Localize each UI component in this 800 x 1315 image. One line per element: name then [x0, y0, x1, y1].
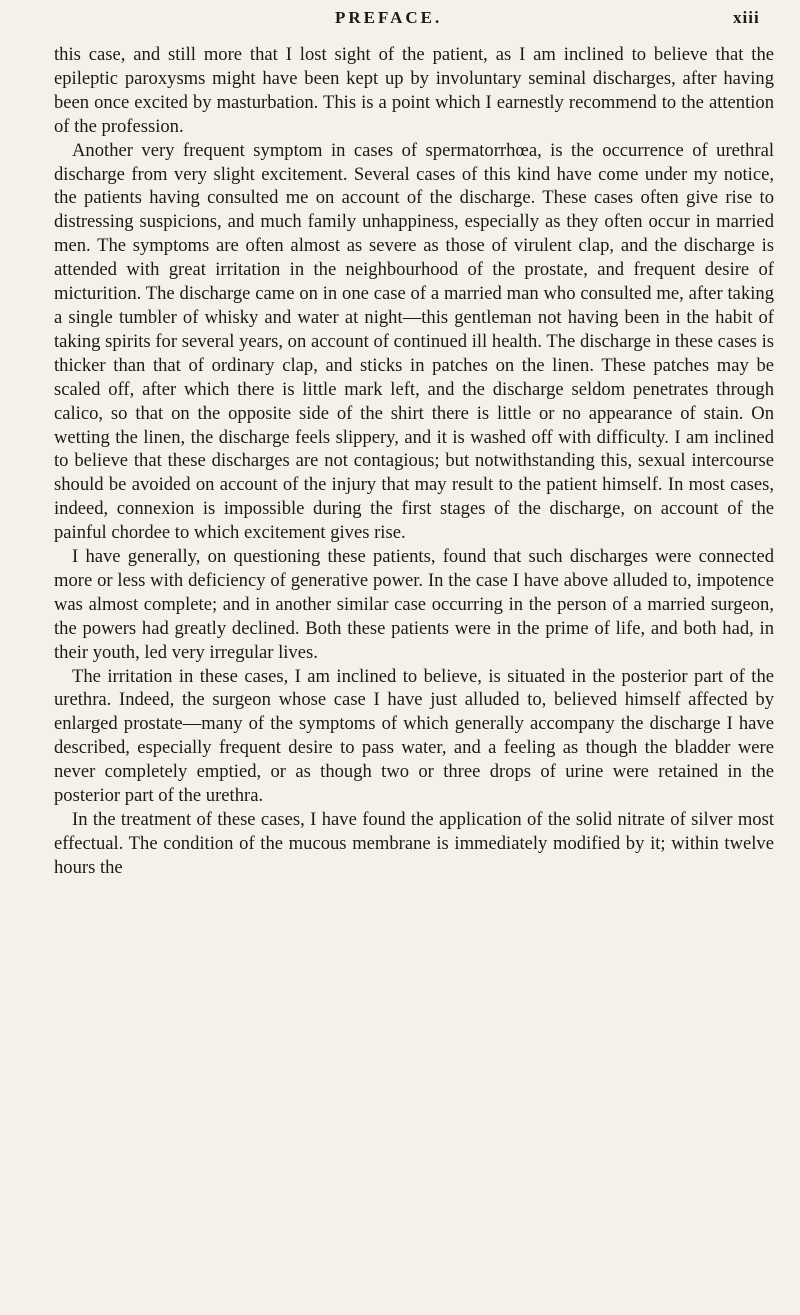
- running-title: PREFACE.: [335, 8, 443, 27]
- running-head: [0, 8, 800, 36]
- paragraph-treatment: In the treatment of these cases, I have found the application of the solid nitrate of silver most effectual. The condition of the mucous membrane is immediately modified by it; within twelve hours the: [54, 809, 774, 878]
- paragraph-urethral-discharge: Another very frequent symptom in cases of spermatorrhœa, is the occurrence of urethral discharge from very slight excitement. Several cases of this kind have come under my notice, the patients having consulted me on account of the discharge. These cases often give rise to distressing suspicions, and much family unhappiness, especially as they often occur in married men. The symptoms are often almost as severe as those of virulent clap, and the discharge is attended with great irritation in the neighbourhood of the prostate, and frequent desire of micturition. The discharge came on in one case of a married man who consulted me, after taking a single tumbler of whisky and water at night—this gentleman not having been in the habit of taking spirits for several years, on account of continued ill health. The discharge in these cases is thicker than that of ordinary clap, and sticks in patches on the linen. These patches may be scaled off, after which there is little mark left, and the discharge seldom penetrates through calico, so that on the opposite side of the shirt there is little or no appearance of stain. On wetting the linen, the discharge feels slippery, and it is washed off with difficulty. I am inclined to believe that these discharges are not contagious; but notwithstanding this, sexual intercourse should be avoided on account of the injury that may result to the patient himself. In most cases, indeed, connexion is impossible during the first stages of the discharge, on account of the painful chordee to which excitement gives rise.: [54, 139, 774, 544]
- page-number: xiii: [733, 8, 760, 27]
- paragraph-irritation: The irritation in these cases, I am inclined to believe, is situated in the posterior part of the urethra. Indeed, the surgeon whose case I have just alluded to, believed himself affected by enlarged prostate—many of the symptoms of which generally accompany the discharge I have described, especially frequent desire to pass water, and a feeling as though the bladder were never completely emptied, or as though two or three drops of urine were retained in the posterior part of the urethra.: [54, 665, 774, 807]
- paragraph-continuation: this case, and still more that I lost sight of the patient, as I am inclined to believe that the epileptic paroxysms might have been kept up by involuntary seminal discharges, after having been once excited by masturbation. This is a point which I earnestly recommend to the attention of the profession.: [54, 44, 774, 137]
- body-text: [54, 43, 774, 880]
- paragraph-generative-power: I have generally, on questioning these patients, found that such discharges were connected more or less with deficiency of generative power. In the case I have above alluded to, impotence was almost complete; and in another similar case occurring in the person of a married surgeon, the powers had greatly declined. Both these patients were in the prime of life, and both had, in their youth, led very irregular lives.: [54, 546, 774, 663]
